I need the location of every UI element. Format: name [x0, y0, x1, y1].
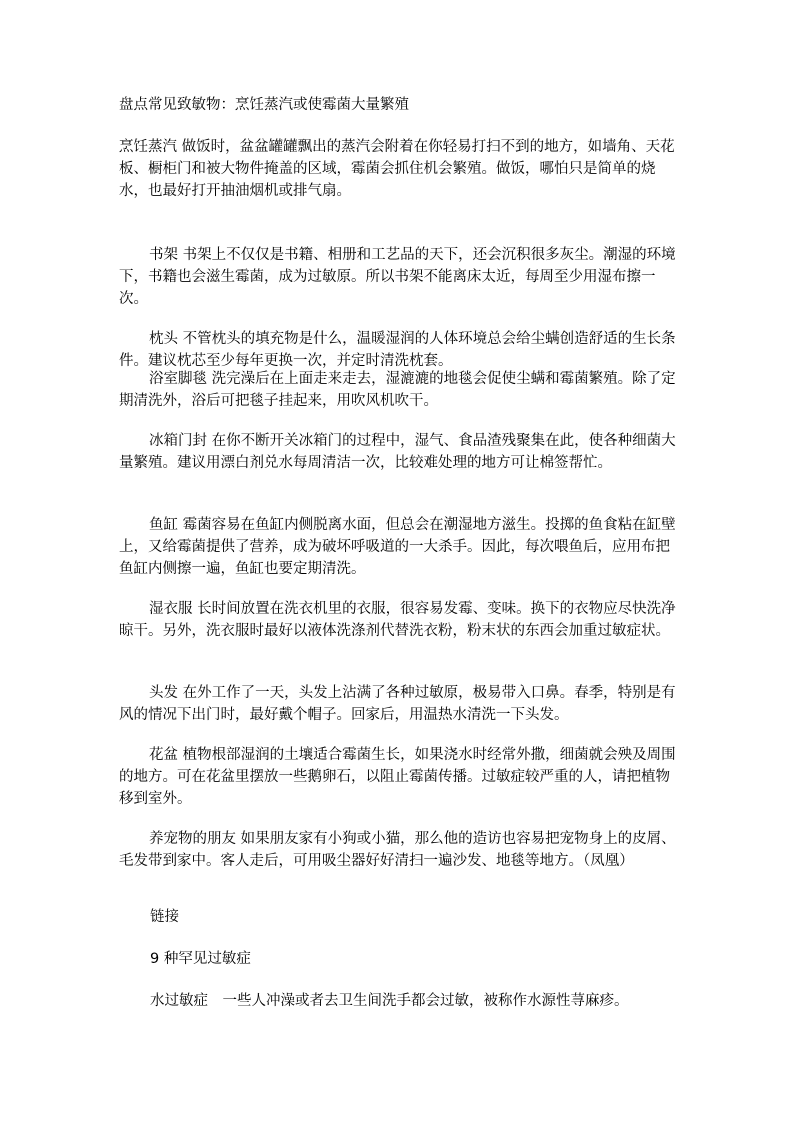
paragraph-cooking-steam: 烹饪蒸汽 做饭时，盆盆罐罐飘出的蒸汽会附着在你轻易打扫不到的地方，如墙角、天花板、橱柜门和被大物件掩盖的区域，霉菌会抓住机会繁殖。做饭，哪怕只是简单的烧水，也最好打开抽油烟机或排气扇。 — [119, 139, 675, 199]
paragraph-bath-mat: 浴室脚毯 洗完澡后在上面走来走去，湿漉漉的地毯会促使尘螨和霉菌繁殖。除了定期清洗外，浴后可把毯子挂起来，用吹风机吹干。 — [119, 371, 676, 409]
paragraph-pillow: 枕头 不管枕头的填充物是什么，温暖湿润的人体环境总会给尘螨创造舒适的生长条件。建议枕芯至少每年更换一次，并定时清洗枕套。 — [119, 331, 676, 369]
paragraph-water-allergy: 水过敏症 一些人冲澡或者去卫生间洗手都会过敏，被称作水源性荨麻疹。 — [150, 993, 629, 1009]
link-label: 链接 — [150, 909, 179, 925]
article-title: 盘点常见致敏物：烹饪蒸汽或使霉菌大量繁殖 — [119, 97, 409, 113]
paragraph-wet-clothes: 湿衣服 长时间放置在洗衣机里的衣服，很容易发霉、变味。换下的衣物应尽快洗净晾干。另外，洗衣服时最好以液体洗涤剂代替洗衣粉，粉末状的东西会加重过敏症状。 — [119, 601, 676, 639]
paragraph-bookshelf: 书架 书架上不仅仅是书籍、相册和工艺品的天下，还会沉积很多灰尘。潮湿的环境下，书籍也会滋生霉菌，成为过敏原。所以书架不能离床太近，每周至少用湿布擦一次。 — [119, 247, 676, 307]
paragraph-fish-tank: 鱼缸 霉菌容易在鱼缸内侧脱离水面，但总会在潮湿地方滋生。投掷的鱼食粘在缸壁上，又给霉菌提供了营养，成为破坏呼吸道的一大杀手。因此，每次喂鱼后，应用布把鱼缸内侧擦一遍，鱼缸也要定期清洗。 — [119, 517, 676, 577]
section-subheading: 9 种罕见过敏症 — [150, 951, 251, 967]
paragraph-pet-friends: 养宠物的朋友 如果朋友家有小狗或小猫，那么他的造访也容易把宠物身上的皮屑、毛发带到家中。客人走后，可用吸尘器好好清扫一遍沙发、地毯等地方。（凤凰） — [119, 831, 676, 869]
paragraph-fridge-seal: 冰箱门封 在你不断开关冰箱门的过程中，湿气、食品渣残聚集在此，使各种细菌大量繁殖。建议用漂白剂兑水每周清洁一次，比较难处理的地方可让棉签帮忙。 — [119, 433, 676, 471]
paragraph-hair: 头发 在外工作了一天，头发上沾满了各种过敏原，极易带入口鼻。春季，特别是有风的情况下出门时，最好戴个帽子。回家后，用温热水清洗一下头发。 — [119, 685, 676, 723]
paragraph-flower-pot: 花盆 植物根部湿润的土壤适合霉菌生长，如果浇水时经常外撒，细菌就会殃及周围的地方。可在花盆里摆放一些鹅卵石，以阻止霉菌传播。过敏症较严重的人，请把植物移到室外。 — [119, 747, 676, 807]
